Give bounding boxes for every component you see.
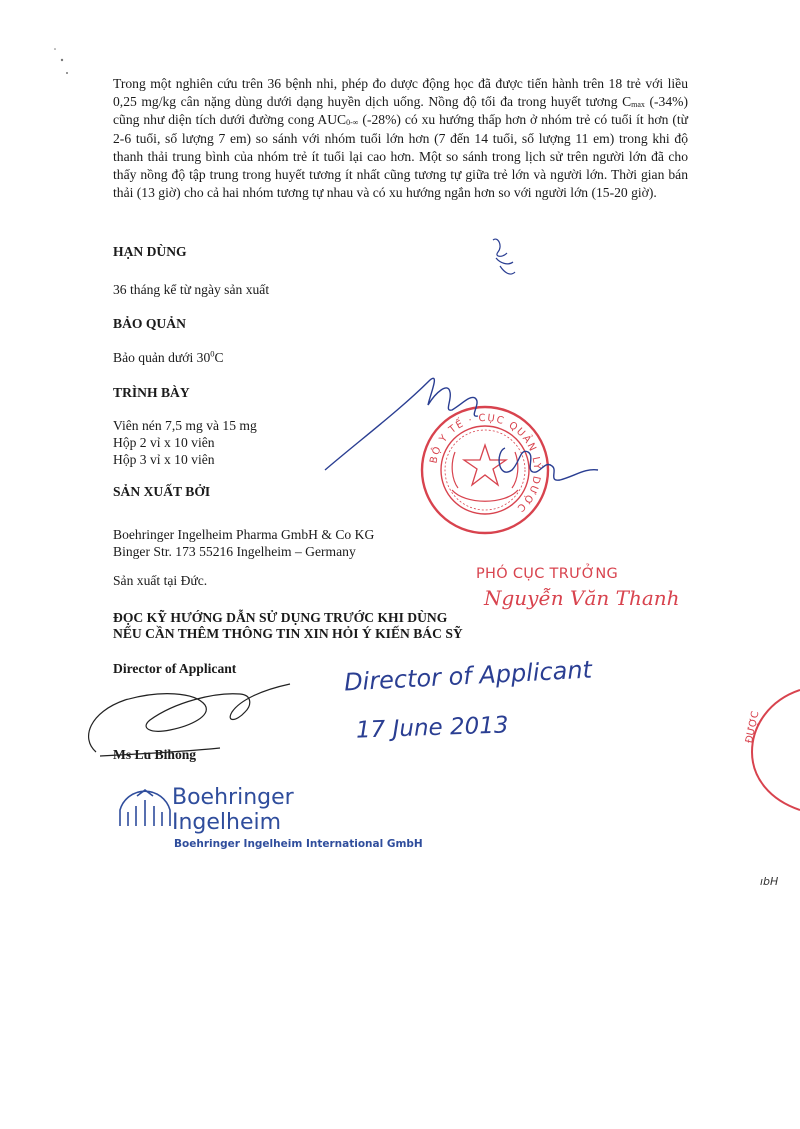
stamp-position-title: PHÓ CỤC TRƯỞNG [476,566,619,582]
partial-stamp-edge [752,690,800,810]
manufacturer-heading: SẢN XUẤT BỞI [113,484,211,499]
cmax-subscript: max [631,100,645,110]
scan-speck-marks [54,48,68,74]
presentation-heading: TRÌNH BÀY [113,385,190,400]
shelf-life-text: 36 tháng kể từ ngày sản xuất [113,282,270,297]
handwritten-title: Director of Applicant [343,655,593,697]
presentation-line-3: Hộp 3 vỉ x 10 viên [113,452,215,467]
stamp-ring-text: BỘ Y TẾ · CỤC QUẢN LÝ DƯỢC [428,412,543,515]
initials-mark [493,239,515,274]
logo-line-2: Ingelheim [172,810,282,835]
applicant-signature [89,684,290,756]
stamp-signer-name: Nguyễn Văn Thanh [484,586,680,610]
signatory-title: Director of Applicant [113,661,237,676]
paragraph-text-3: (-28%) có xu hướng thấp hơn ở nhóm trẻ có tuổi ít hơn (từ 2-6 tuổi, số lượng 7 em) so sánh với nhóm tuổi lớn hơn (7 đến 14 tuổi, số lượng 11 em) trong khi độ thanh thải trung bình của nhóm trẻ ít tuổi lại cao hơn. Một so sánh trong lịch sử trên người lớn đã cho thấy nồng độ tập trung trong huyết tương ít nhất cũng tương tự giữa trẻ lớn và người lớn. Thời gian bán thải (13 giờ) cho cả hai nhóm tương tự nhau và có xu hướng ngắn hơn so với người lớn (15-20 giờ). [113,112,689,201]
logo-subtitle: Boehringer Ingelheim International GmbH [174,838,423,850]
paragraph-text-2: (-34%) cũng như diện tích dưới đường cong AUC [113,94,688,128]
manufacturing-origin: Sản xuất tại Đức. [113,573,208,588]
warning-line-2: NẾU CẦN THÊM THÔNG TIN XIN HỎI Ý KIẾN BÁC SỸ [113,626,463,641]
shelf-life-heading: HẠN DÙNG [113,244,187,259]
handwritten-date: 17 June 2013 [355,712,509,744]
svg-text:BỘ Y TẾ · CỤC QUẢN LÝ DƯỢC [428,413,544,514]
edge-text-fragment: ıbH [760,875,779,888]
presentation-line-2: Hộp 2 vỉ x 10 viên [113,435,215,450]
degree-superscript: 0 [210,348,215,359]
official-round-stamp [422,407,548,533]
storage-text: Bảo quản dưới $30^0C$ [113,348,224,365]
storage-heading: BẢO QUẢN [113,316,186,331]
paragraph-text-1: Trong một nghiên cứu trên 36 bệnh nhi, phép đo dược động học đã được tiến hành trên 18 trẻ với liều 0,25 mg/kg cân nặng dùng dưới dạng huyền dịch uống. Nồng độ tối đa trong huyết tương C [113,76,688,110]
auc-subscript: 0-∞ [346,118,359,128]
logo-line-1: Boehringer [172,785,294,810]
warning-line-1: ĐỌC KỸ HƯỚNG DẪN SỬ DỤNG TRƯỚC KHI DÙNG [113,610,448,625]
stamp-edge-fragment: ĐƯỢC [744,710,762,745]
manufacturer-line-2: Binger Str. 173 55216 Ingelheim – Germany [113,544,356,559]
boehringer-logo-symbol [120,790,170,826]
presentation-line-1: Viên nén 7,5 mg và 15 mg [113,418,257,433]
manufacturer-line-1: Boehringer Ingelheim Pharma GmbH & Co KG [113,527,375,542]
signatory-name: Ms Lu Bihong [113,747,197,762]
